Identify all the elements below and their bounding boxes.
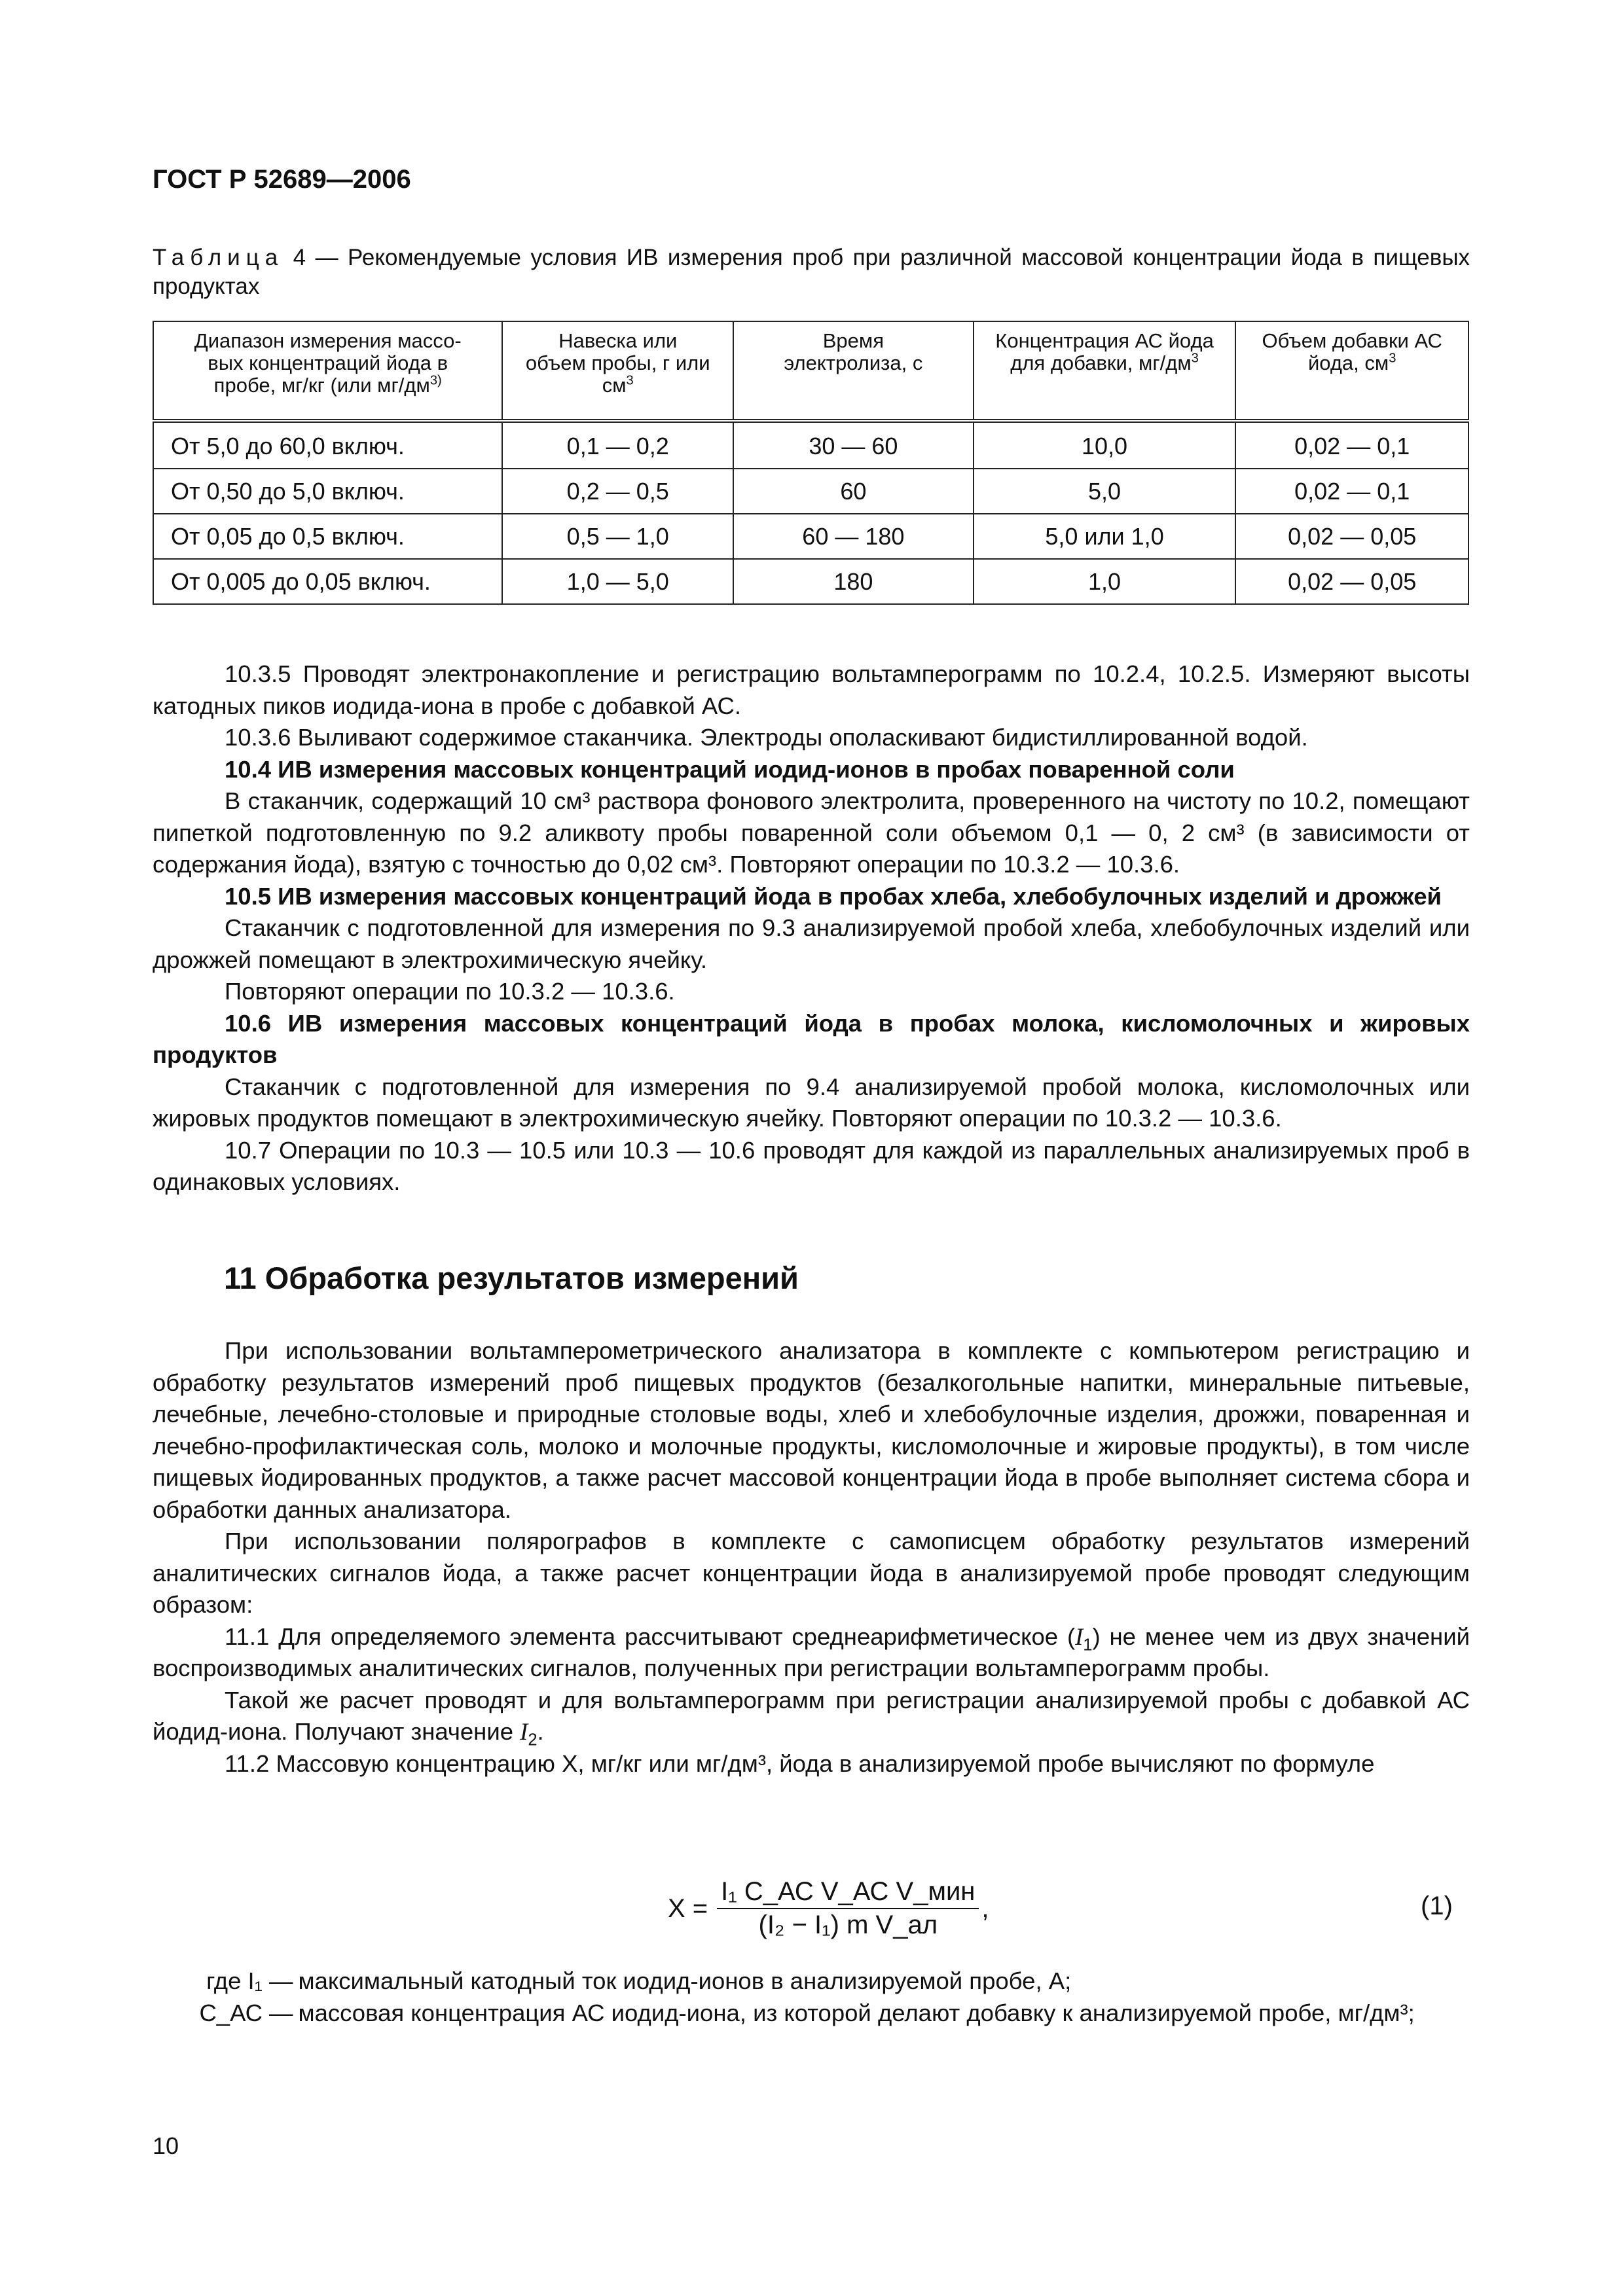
- table-cell: 5,0 или 1,0: [974, 514, 1236, 559]
- definition-symbol: I₁: [247, 1967, 263, 1994]
- heading-10-4: 10.4 ИВ измерения массовых концентраций иодид-ионов в пробах поваренной соли: [225, 755, 1235, 783]
- definition-item: [153, 1998, 1470, 2030]
- table-cell: 0,02 — 0,05: [1235, 559, 1468, 604]
- table-cell: От 5,0 до 60,0 включ.: [153, 421, 502, 469]
- table-cell: 0,02 — 0,1: [1235, 421, 1468, 469]
- formula-number: (1): [1421, 1892, 1453, 1920]
- definition-dash: —: [269, 1967, 293, 1994]
- heading-10-6: 10.6 ИВ измерения массовых концентраций йода в пробах молока, кисломолочных и жировых продуктов: [153, 1009, 1470, 1068]
- paragraph-same-calculation: Такой же расчет проводят и для вольтамперограмм при регистрации анализируемой пробы с добавкой АС йодид-иона. Получают значение $I_2$.: [153, 1686, 1470, 1749]
- column-header-range: Диапазон измерения массо- вых концентраций йода в пробе, мг/кг (или $мг/дм^{3)}$: [153, 321, 502, 421]
- formula-1: [668, 1877, 989, 1940]
- page-number: 10: [153, 2132, 179, 2159]
- paragraph-10-3-5: 10.3.5 Проводят электронакопление и регистрацию вольтамперограмм по 10.2.4, 10.2.5. Измеряют высоты катодных пиков иодида-иона в пробе с добавкой АС.: [153, 660, 1470, 719]
- paragraph-10-4: В стаканчик, содержащий 10 см³ раствора фонового электролита, проверенного на чистоту по 10.2, помещают пипеткой подготовленную по 9.2 аликвоту пробы поваренной соли объемом 0,1 — 0, 2 см³ (в зависимости от содержания йода), взятую с точностью до 0,02 см³. Повторяют операции по 10.3.2 — 10.3.6.: [153, 787, 1470, 878]
- column-header-concentration: Концентрация АС йода для добавки, $мг/дм^3$: [974, 321, 1236, 421]
- table-cell: От 0,50 до 5,0 включ.: [153, 469, 502, 514]
- math-symbol: I: [520, 1718, 528, 1745]
- table-cell: 0,5 — 1,0: [502, 514, 733, 559]
- table-cell: 180: [733, 559, 974, 604]
- table-row: [153, 469, 1468, 514]
- standard-header: ГОСТ Р 52689—2006: [153, 165, 411, 194]
- paragraph-11-2: 11.2 Массовую концентрацию X, мг/кг или мг/дм³, йода в анализируемой пробе вычисляют по формуле: [225, 1749, 1375, 1777]
- column-header-volume: Объем добавки АС йода, $см^3$: [1235, 321, 1468, 421]
- paragraph-10-6: Стаканчик с подготовленной для измерения по 9.4 анализируемой пробой молока, кисломолочных или жировых продуктов помещают в электрохимическую ячейку. Повторяют операции по 10.3.2 — 10.3.6.: [153, 1073, 1470, 1132]
- table-cell: От 0,005 до 0,05 включ.: [153, 559, 502, 604]
- table-header-row: [153, 321, 1468, 421]
- section-title: 11 Обработка результатов измерений: [224, 1261, 799, 1295]
- table-caption-label: Таблица: [153, 245, 284, 270]
- formula-definitions: [153, 1965, 1470, 2029]
- formula-fraction: [717, 1877, 979, 1940]
- table-row: [153, 421, 1468, 469]
- column-header-sample: Навеска или объем пробы, г или $см^3$: [502, 321, 733, 421]
- math-symbol: I: [1075, 1623, 1084, 1650]
- paragraph-11-1: 11.1 Для определяемого элемента рассчитывают среднеарифметическое $(I_1)$ не менее чем из двух значений воспроизводимых аналитических сигналов, полученных при регистрации вольтамперограмм пробы.: [153, 1623, 1470, 1681]
- definition-prefix: где: [206, 1967, 242, 1994]
- formula-denominator: (I₂ − I₁) m V_ал: [758, 1910, 938, 1939]
- heading-10-5: 10.5 ИВ измерения массовых концентраций йода в пробах хлеба, хлебобулочных изделий и дрожжей: [225, 882, 1442, 910]
- paragraph-10-5: Стаканчик с подготовленной для измерения по 9.3 анализируемой пробой хлеба, хлебобулочных изделий или дрожжей помещают в электрохимическую ячейку.: [153, 914, 1470, 973]
- table-row: [153, 514, 1468, 559]
- table-cell: 0,2 — 0,5: [502, 469, 733, 514]
- table-cell: 60 — 180: [733, 514, 974, 559]
- definition-symbol: C_АС: [199, 1999, 263, 2026]
- definition-dash: —: [269, 1999, 293, 2026]
- paragraph-polarograph: При использовании полярографов в комплекте с самописцем обработку результатов измерений аналитических сигналов йода, а также расчет концентрации йода в анализируемой пробе проводят следующим образом:: [153, 1528, 1470, 1618]
- paragraph-10-5-repeat: Повторяют операции по 10.3.2 — 10.3.6.: [225, 978, 675, 1005]
- conditions-table: [153, 321, 1469, 605]
- paragraph-analyzer: При использовании вольтамперометрического анализатора в комплекте с компьютером регистрацию и обработку результатов измерений проб пищевых продуктов (безалкогольные напитки, минеральные питьевые, лечебные, лечебно-столовые и природные столовые воды, хлеб и хлебобулочные изделия, дрожжи, поваренная и лечебно-профилактическая соль, молоко и молочные продукты, кисломолочные и жировые продукты), в том числе пищевых йодированных продуктов, а также расчет массовой концентрации йода в пробе выполняет система сбора и обработки данных анализатора.: [153, 1337, 1470, 1523]
- table-cell: 10,0: [974, 421, 1236, 469]
- formula-lhs: X =: [668, 1893, 708, 1923]
- formula-numerator: I₁ C_АС V_АС V_мин: [717, 1877, 979, 1909]
- table-row: [153, 559, 1468, 604]
- table-cell: 1,0 — 5,0: [502, 559, 733, 604]
- table-cell: 0,02 — 0,1: [1235, 469, 1468, 514]
- paragraph-10-7: 10.7 Операции по 10.3 — 10.5 или 10.3 — 10.6 проводят для каждой из параллельных анализируемых проб в одинаковых условиях.: [153, 1136, 1470, 1195]
- table-caption: [153, 243, 1470, 301]
- procedure-text: [153, 658, 1470, 1198]
- definition-item: [153, 1965, 1470, 1998]
- definition-text: максимальный катодный ток иодид-ионов в анализируемой пробе, А;: [298, 1967, 1072, 1994]
- definition-text: массовая концентрация АС иодид-иона, из которой делают добавку к анализируемой пробе, мг/дм³;: [298, 1999, 1415, 2026]
- table-caption-text: 4 — Рекомендуемые условия ИВ измерения проб при различной массовой концентрации йода в пищевых продуктах: [153, 245, 1470, 299]
- table-cell: 1,0: [974, 559, 1236, 604]
- table-cell: 30 — 60: [733, 421, 974, 469]
- formula-comma: ,: [981, 1893, 989, 1923]
- table-cell: От 0,05 до 0,5 включ.: [153, 514, 502, 559]
- results-text: [153, 1335, 1470, 1780]
- table-cell: 0,1 — 0,2: [502, 421, 733, 469]
- paragraph-10-3-6: 10.3.6 Выливают содержимое стаканчика. Электроды ополаскивают бидистиллированной водой.: [225, 724, 1308, 751]
- table-cell: 60: [733, 469, 974, 514]
- table-cell: 0,02 — 0,05: [1235, 514, 1468, 559]
- column-header-time: Время электролиза, с: [733, 321, 974, 421]
- table-cell: 5,0: [974, 469, 1236, 514]
